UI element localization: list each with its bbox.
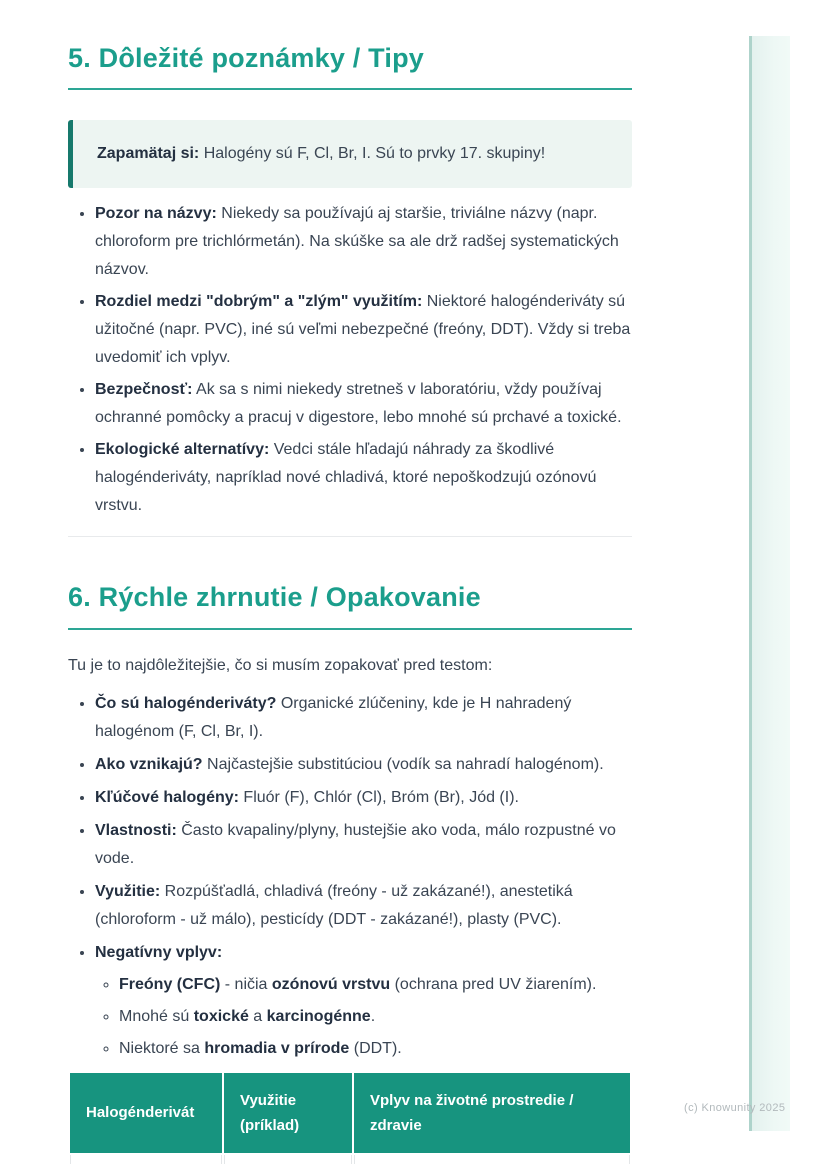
- list-item: [95, 200, 632, 284]
- list-item-text: Organické zlúčeniny, kde je H nahradený halogénom (F, Cl, Br, I).: [95, 694, 572, 740]
- callout-lead: Zapamätaj si:: [97, 145, 200, 163]
- page-edge-strip: [749, 36, 790, 1131]
- list-item: [95, 288, 632, 372]
- table-cell: [224, 1155, 352, 1164]
- copyright-watermark: (c) Knowunity 2025: [684, 1102, 786, 1114]
- list-item-text: Rozpúšťadlá, chladivá (freóny - už zakázané!), anestetiká (chloroform - už málo), pesticídy (DDT - zakázané!), plasty (PVC).: [95, 882, 573, 928]
- list-item-text: Vedci stále hľadajú náhrady za škodlivé halogénderiváty, napríklad nové chladivá, ktoré nepoškodzujú ozónovú vrstvu.: [95, 441, 597, 515]
- sub-list-item: ◦ Freóny (CFC) - ničia ozónovú vrstvu (ochrana pred UV žiarením).: [119, 971, 632, 999]
- document-content: [68, 42, 632, 1166]
- list-item-lead: Vlastnosti:: [95, 821, 177, 839]
- summary-table: [68, 1071, 632, 1166]
- tips-list: [68, 200, 632, 520]
- list-item-lead: Ako vznikajú?: [95, 755, 203, 773]
- section-divider: [68, 536, 632, 537]
- list-item-lead: Negatívny vplyv:: [95, 943, 223, 961]
- negative-impact-sublist: [95, 971, 632, 1063]
- list-item-text: Fluór (F), Chlór (Cl), Bróm (Br), Jód (I).: [238, 788, 519, 806]
- table-cell: [354, 1155, 630, 1164]
- table-row: [70, 1155, 630, 1164]
- summary-intro: Tu je to najdôležitejšie, čo si musím zopakovať pred testom:: [68, 656, 493, 674]
- list-item-text: Niektoré halogénderiváty sú užitočné (napr. PVC), iné sú veľmi nebezpečné (freóny, DDT). Vždy si treba uvedomiť ich vplyv.: [95, 293, 631, 367]
- list-item: [95, 817, 632, 873]
- list-item-text: Niekedy sa používajú aj staršie, triviálne názvy (napr. chloroform pre trichlórmetán). Na skúške sa ale drž radšej systematických názvov.: [95, 205, 619, 279]
- list-item: [95, 376, 632, 432]
- table-header-cell: Využitie (príklad): [224, 1073, 352, 1153]
- list-item-lead: Pozor na názvy:: [95, 205, 217, 223]
- callout-note: [68, 120, 632, 188]
- list-item-text: Ak sa s nimi niekedy stretneš v laboratóriu, vždy používaj ochranné pomôcky a pracuj v digestore, lebo mnohé sú prchavé a toxické.: [95, 381, 622, 427]
- section-5-title: 5. Dôležité poznámky / Tipy: [68, 42, 632, 90]
- table-header-cell: Halogénderivát: [70, 1073, 222, 1153]
- sub-list-item: ◦ Niektoré sa hromadia v prírode (DDT).: [119, 1035, 632, 1063]
- list-item: [95, 878, 632, 934]
- list-item-text: Najčastejšie substitúciou (vodík sa nahradí halogénom).: [202, 755, 604, 773]
- list-item: [95, 784, 632, 812]
- section-6-title: 6. Rýchle zhrnutie / Opakovanie: [68, 581, 632, 629]
- callout-text: Halogény sú F, Cl, Br, I. Sú to prvky 17. skupiny!: [199, 145, 546, 163]
- list-item: [95, 751, 632, 779]
- list-item-lead: Rozdiel medzi "dobrým" a "zlým" využitím:: [95, 293, 423, 311]
- list-item: [95, 436, 632, 520]
- list-item-lead: Využitie:: [95, 882, 161, 900]
- list-item: [95, 690, 632, 746]
- list-item-lead: Čo sú halogénderiváty?: [95, 694, 277, 712]
- table-header-row: [70, 1073, 630, 1153]
- table-header-cell: Vplyv na životné prostredie / zdravie: [354, 1073, 630, 1153]
- list-item-text: Často kvapaliny/plyny, hustejšie ako voda, málo rozpustné vo vode.: [95, 821, 616, 867]
- list-item: [95, 939, 632, 1063]
- summary-list: [68, 690, 632, 1063]
- list-item-lead: Ekologické alternatívy:: [95, 441, 270, 459]
- sub-list-item: ◦ Mnohé sú toxické a karcinogénne.: [119, 1003, 632, 1031]
- list-item-lead: Bezpečnosť:: [95, 381, 193, 399]
- list-item-lead: Kľúčové halogény:: [95, 788, 239, 806]
- table-cell: [70, 1155, 222, 1164]
